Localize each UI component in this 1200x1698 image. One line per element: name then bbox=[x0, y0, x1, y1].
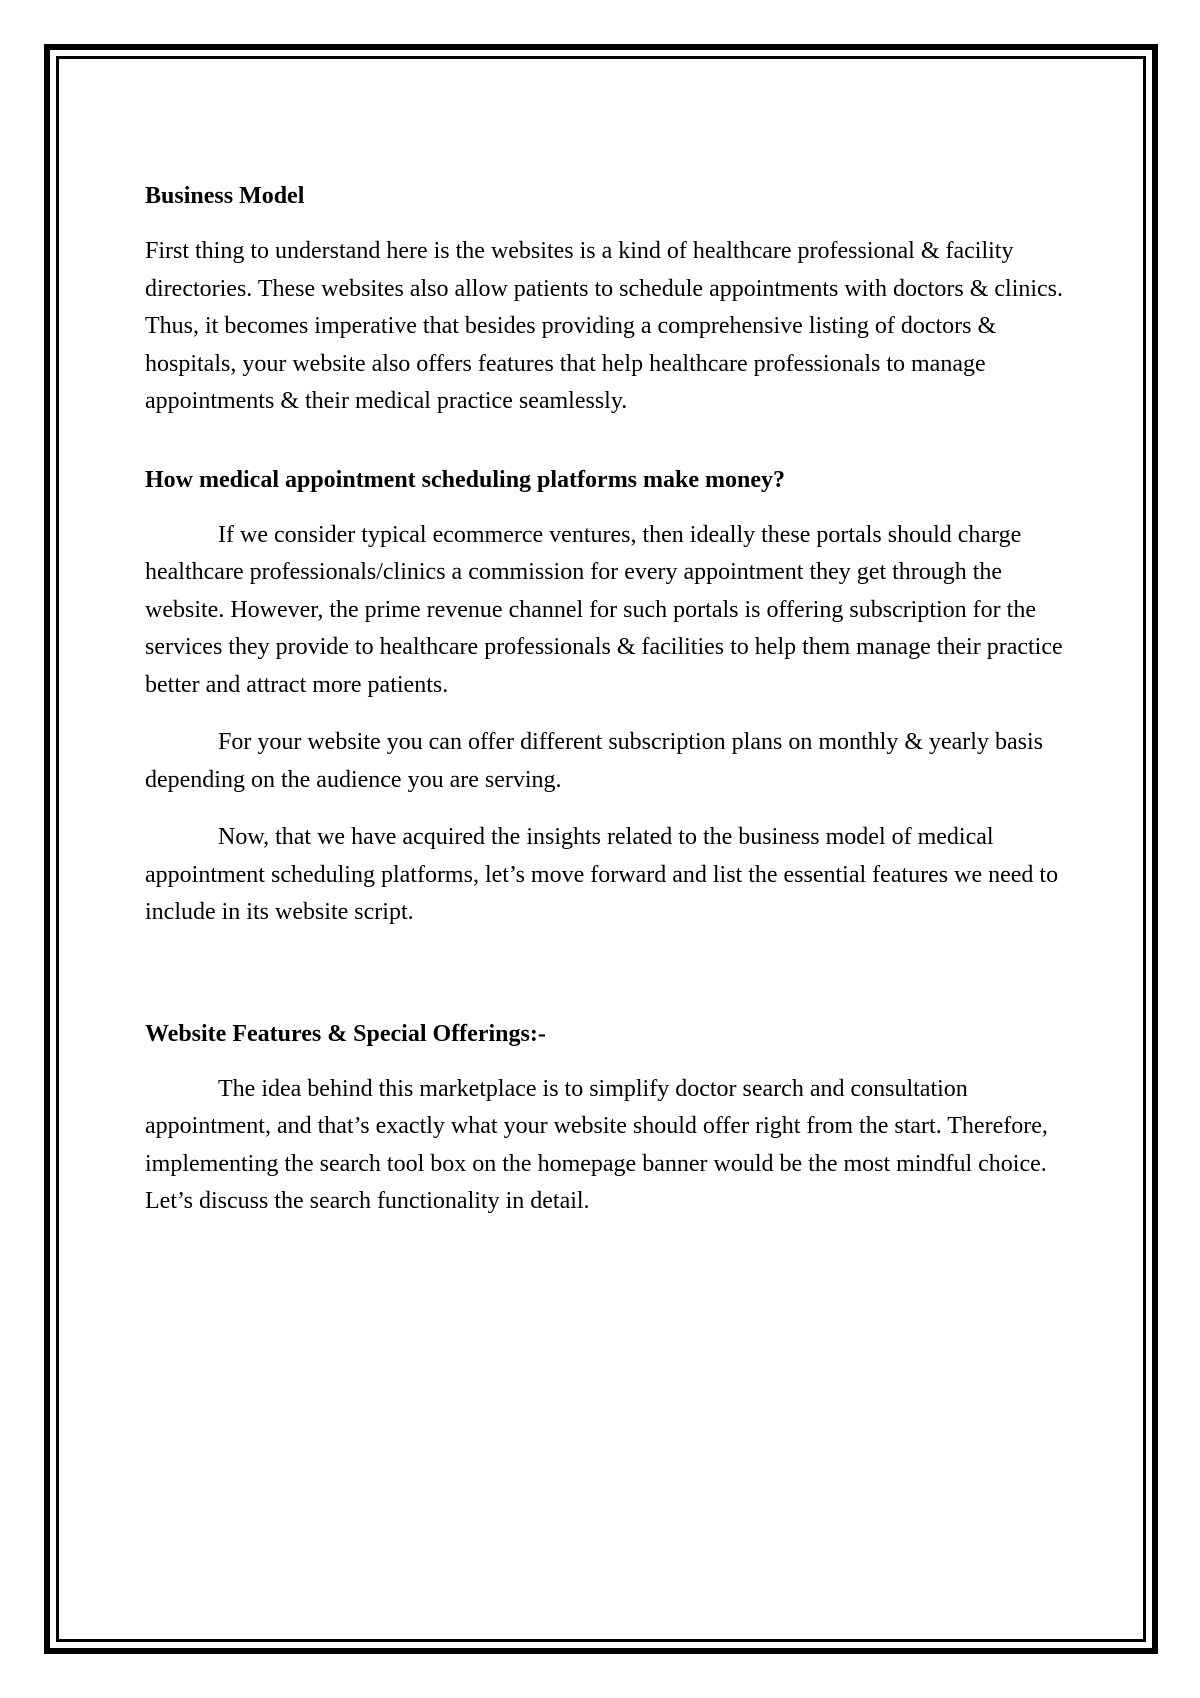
paragraph-revenue-3: Now, that we have acquired the insights related to the business model of medical appointment scheduling platforms, let’s move forward and list the essential features we need to include in its website script. bbox=[145, 824, 1059, 925]
section-heading-features: Website Features & Special Offerings:- bbox=[145, 1020, 546, 1047]
section-heading-business-model: Business Model bbox=[145, 183, 305, 209]
paragraph-revenue-1: If we consider typical ecommerce ventures, then ideally these portals should charge healthcare professionals/clinics a commission for every appointment they get through the website. However, the prime revenue channel for such portals is offering subscription for the services they provide to healthcare professionals & facilities to help them manage their practice better and attract more patients. bbox=[145, 521, 1063, 698]
paragraph-revenue-2: For your website you can offer different subscription plans on monthly & yearly basis depending on the audience you are serving. bbox=[145, 729, 1043, 793]
paragraph-features: The idea behind this marketplace is to simplify doctor search and consultation appointment, and that’s exactly what your website should offer right from the start. Therefore, implementing the search tool box on the homepage banner would be the most mindful choice. Let’s discuss the search functionality in detail. bbox=[145, 1075, 1048, 1214]
spacer bbox=[145, 952, 1075, 1016]
document-body bbox=[145, 178, 1075, 1241]
section-heading-revenue: How medical appointment scheduling platforms make money? bbox=[145, 466, 786, 493]
paragraph-business-model: First thing to understand here is the websites is a kind of healthcare professional & facility directories. These websites also allow patients to schedule appointments with doctors & clinics. Thus, it becomes imperative that besides providing a comprehensive listing of doctors & hospitals, your website also offers features that help healthcare professionals to manage appointments & their medical practice seamlessly. bbox=[145, 238, 1064, 414]
spacer bbox=[145, 441, 1075, 462]
